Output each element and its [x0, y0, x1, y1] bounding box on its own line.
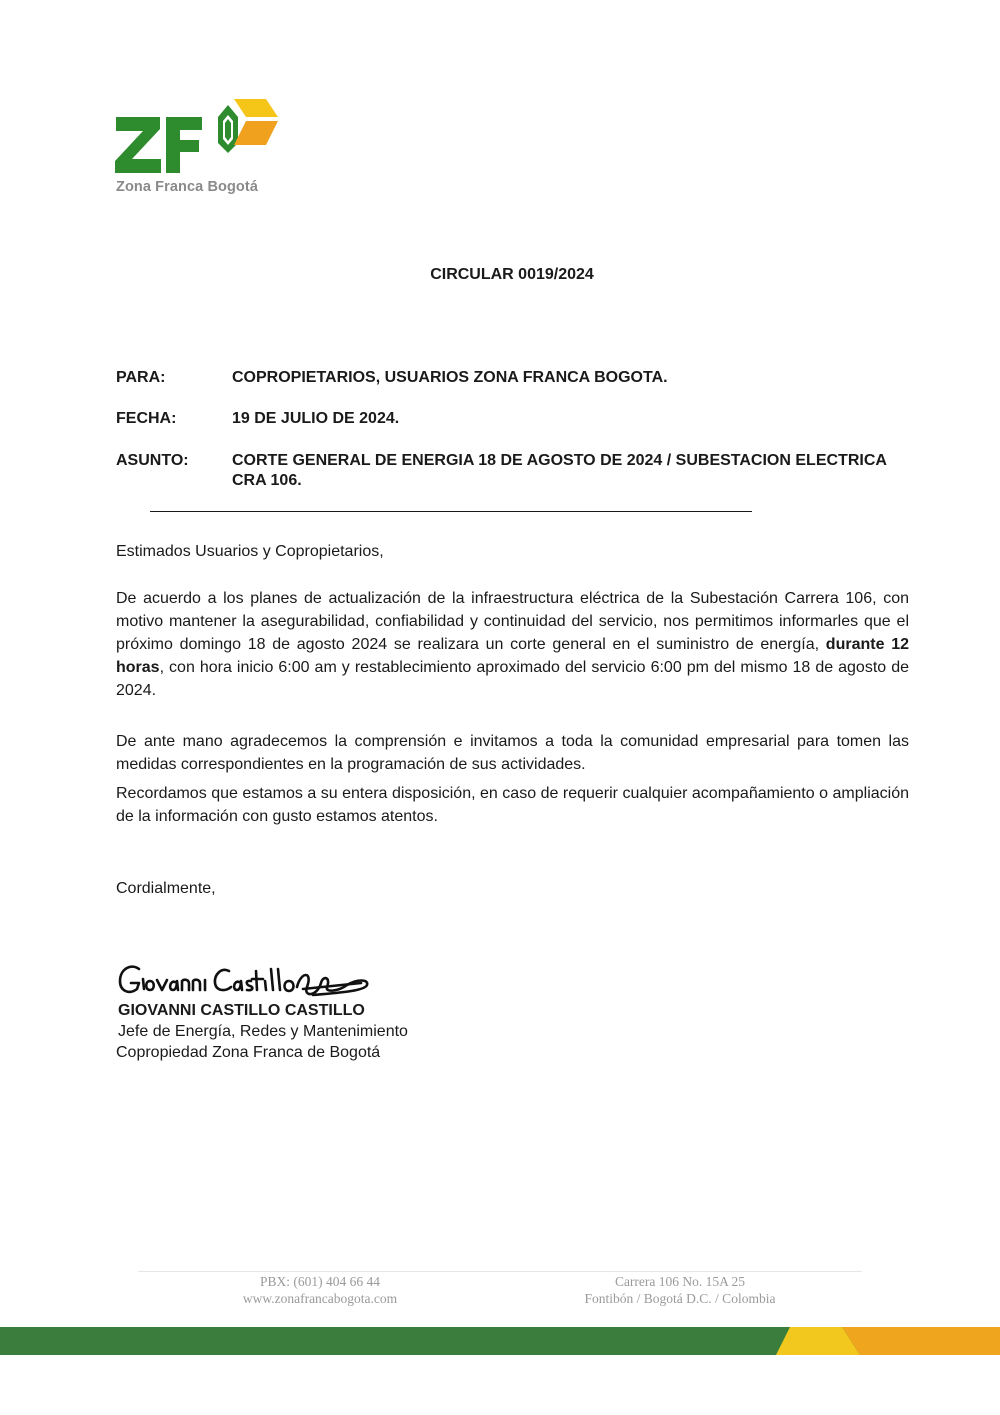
- body-paragraph-2: De ante mano agradecemos la comprensión e invitamos a toda la comunidad empresarial para tomen las medidas correspondientes en la programación de sus actividades.: [116, 733, 909, 773]
- body-paragraph-1-start: De acuerdo a los planes de actualización de la infraestructura eléctrica de la Subestación Carrera 106, con motivo mantener la asegurabilidad, confiabilidad y continuidad del servicio, nos permitimos informarles que el próximo domingo 18 de agosto 2024 se realizara un corte general en el suministro de energía,: [116, 590, 909, 653]
- logo-wordmark: Zona Franca Bogotá: [116, 179, 258, 195]
- body-paragraph-1: [116, 587, 909, 702]
- footer-color-bar: [0, 1327, 1000, 1355]
- document-title: CIRCULAR 0019/2024: [430, 266, 594, 283]
- footer-divider: [138, 1271, 862, 1272]
- footer-city: Fontibón / Bogotá D.C. / Colombia: [584, 1291, 776, 1306]
- footer-phone: PBX: (601) 404 66 44: [259, 1274, 380, 1289]
- closing: Cordialmente,: [116, 880, 216, 897]
- signer-organization: Copropiedad Zona Franca de Bogotá: [116, 1044, 381, 1061]
- asunto-label: ASUNTO:: [116, 452, 189, 469]
- fecha-value: 19 DE JULIO DE 2024.: [232, 410, 400, 427]
- footer-website: www.zonafrancabogota.com: [242, 1291, 398, 1306]
- para-label: PARA:: [116, 369, 166, 386]
- body-paragraph-1-end: , con hora inicio 6:00 am y restablecimiento aproximado del servicio 6:00 pm del mismo 18 de agosto de 2024.: [116, 659, 909, 699]
- para-value: COPROPIETARIOS, USUARIOS ZONA FRANCA BOGOTA.: [232, 369, 668, 386]
- header-divider: [150, 511, 752, 512]
- greeting: Estimados Usuarios y Copropietarios,: [116, 543, 384, 560]
- handwritten-signature: [117, 957, 372, 1007]
- body-paragraph-3: Recordamos que estamos a su entera disposición, en caso de requerir cualquier acompañamiento o ampliación de la información con gusto estamos atentos.: [116, 785, 909, 825]
- footer-contact: [170, 1273, 470, 1307]
- body-paragraph-1-bold: durante 12 horas: [116, 636, 909, 676]
- asunto-value: CORTE GENERAL DE ENERGIA 18 DE AGOSTO DE 2024 / SUBESTACION ELECTRICA CRA 106.: [232, 452, 887, 489]
- zf-logo-mark: [112, 95, 287, 180]
- footer-address: [530, 1273, 830, 1307]
- fecha-label: FECHA:: [116, 410, 177, 427]
- signer-name: GIOVANNI CASTILLO CASTILLO: [118, 1002, 365, 1019]
- footer-street: Carrera 106 No. 15A 25: [614, 1274, 746, 1289]
- signer-role: Jefe de Energía, Redes y Mantenimiento: [118, 1023, 408, 1040]
- company-logo: [112, 95, 287, 205]
